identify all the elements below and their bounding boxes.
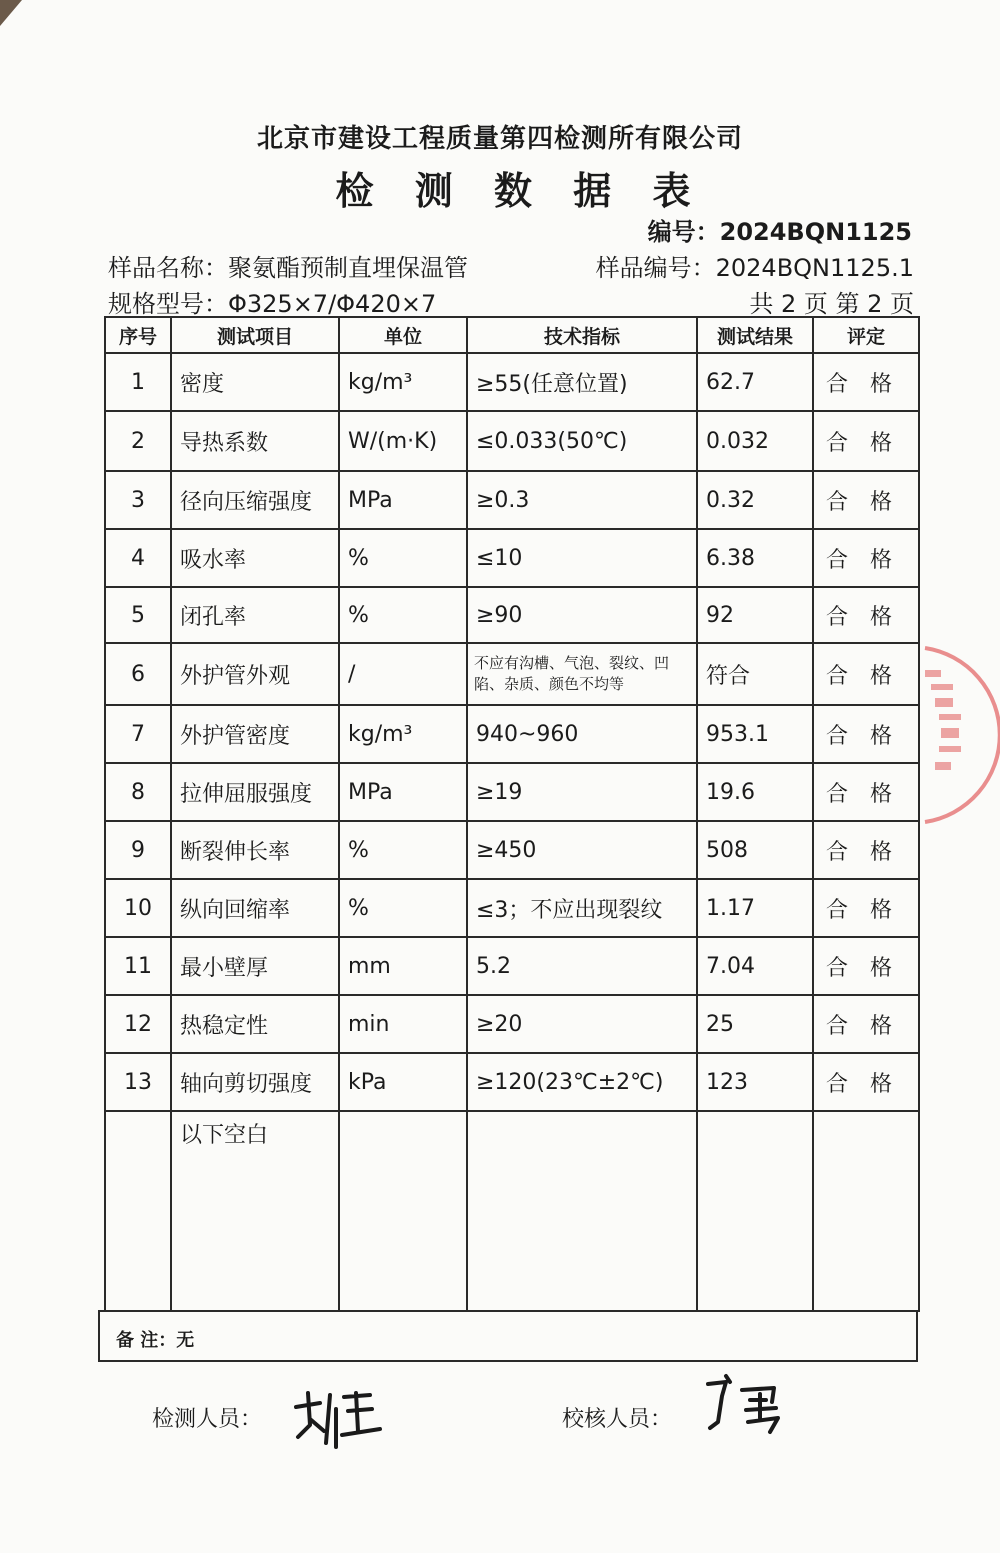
row-result: 符合 <box>697 643 813 705</box>
row-unit: mm <box>339 937 467 995</box>
spec-model: 规格型号：Φ325×7/Φ420×7 <box>108 290 437 318</box>
row-result: 7.04 <box>697 937 813 995</box>
row-evaluation: 合格 <box>813 643 919 705</box>
sample-number: 样品编号：2024BQN1125.1 <box>595 254 914 282</box>
row-test-item: 轴向剪切强度 <box>171 1053 339 1111</box>
row-test-item: 最小壁厚 <box>171 937 339 995</box>
official-seal <box>905 640 1000 830</box>
row-result: 19.6 <box>697 763 813 821</box>
row-spec: ≥55(任意位置) <box>467 353 697 411</box>
table-row <box>105 471 919 529</box>
row-seq: 2 <box>105 411 171 471</box>
row-test-item: 密度 <box>171 353 339 411</box>
table-row <box>105 879 919 937</box>
row-seq: 6 <box>105 643 171 705</box>
table-row <box>105 587 919 643</box>
row-seq: 10 <box>105 879 171 937</box>
row-result: 123 <box>697 1053 813 1111</box>
row-spec: ≤0.033(50℃) <box>467 411 697 471</box>
row-spec: ≤10 <box>467 529 697 587</box>
row-seq: 11 <box>105 937 171 995</box>
company-name: 北京市建设工程质量第四检测所有限公司 <box>256 124 743 154</box>
row-result: 508 <box>697 821 813 879</box>
table-row <box>105 763 919 821</box>
meta-row-sample <box>108 248 914 283</box>
row-unit: % <box>339 821 467 879</box>
table-header-row <box>105 317 919 353</box>
row-seq: 7 <box>105 705 171 763</box>
blank-note: 以下空白 <box>171 1111 339 1311</box>
row-result: 953.1 <box>697 705 813 763</box>
row-test-item: 拉伸屈服强度 <box>171 763 339 821</box>
row-unit: MPa <box>339 471 467 529</box>
row-evaluation: 合格 <box>813 879 919 937</box>
header-spec: 技术指标 <box>467 317 697 353</box>
row-test-item: 外护管密度 <box>171 705 339 763</box>
document-number: 编号：2024BQN1125 <box>647 218 912 246</box>
row-evaluation: 合格 <box>813 705 919 763</box>
row-spec: ≥0.3 <box>467 471 697 529</box>
row-test-item: 外护管外观 <box>171 643 339 705</box>
blank-row <box>105 1111 919 1311</box>
table-row <box>105 1053 919 1111</box>
row-unit: min <box>339 995 467 1053</box>
table-row <box>105 995 919 1053</box>
row-seq: 5 <box>105 587 171 643</box>
row-result: 92 <box>697 587 813 643</box>
tester-signature <box>290 1385 386 1455</box>
row-test-item: 径向压缩强度 <box>171 471 339 529</box>
row-seq: 1 <box>105 353 171 411</box>
row-evaluation: 合格 <box>813 353 919 411</box>
row-spec: 940~960 <box>467 705 697 763</box>
row-spec: ≥20 <box>467 995 697 1053</box>
table-row <box>105 643 919 705</box>
row-spec: ≥450 <box>467 821 697 879</box>
row-spec: ≥19 <box>467 763 697 821</box>
row-unit: % <box>339 587 467 643</box>
sample-name: 样品名称：聚氨酯预制直埋保温管 <box>108 254 468 282</box>
row-evaluation: 合格 <box>813 937 919 995</box>
table-row <box>105 411 919 471</box>
row-result: 62.7 <box>697 353 813 411</box>
checker-signature <box>700 1372 790 1442</box>
row-seq: 3 <box>105 471 171 529</box>
table-row <box>105 353 919 411</box>
row-spec: ≤3；不应出现裂纹 <box>467 879 697 937</box>
row-evaluation: 合格 <box>813 411 919 471</box>
row-test-item: 断裂伸长率 <box>171 821 339 879</box>
row-seq: 8 <box>105 763 171 821</box>
row-spec: 5.2 <box>467 937 697 995</box>
row-evaluation: 合格 <box>813 529 919 587</box>
header-seq: 序号 <box>105 317 171 353</box>
table-row <box>105 705 919 763</box>
header-unit: 单位 <box>339 317 467 353</box>
page-count: 共 2 页 第 2 页 <box>749 290 914 318</box>
row-seq: 12 <box>105 995 171 1053</box>
row-evaluation: 合格 <box>813 995 919 1053</box>
tester-label: 检测人员： <box>152 1407 263 1432</box>
table-row <box>105 821 919 879</box>
header-result: 测试结果 <box>697 317 813 353</box>
test-data-table <box>104 316 920 1312</box>
row-spec: ≥120(23℃±2℃) <box>467 1053 697 1111</box>
table-row <box>105 937 919 995</box>
row-unit: kg/m³ <box>339 705 467 763</box>
page-corner-shadow <box>0 0 30 30</box>
row-unit: W/(m·K) <box>339 411 467 471</box>
row-spec: ≥90 <box>467 587 697 643</box>
document-title: 检 测 数 据 表 <box>335 169 705 213</box>
header-item: 测试项目 <box>171 317 339 353</box>
row-unit: % <box>339 529 467 587</box>
row-seq: 4 <box>105 529 171 587</box>
row-evaluation: 合格 <box>813 763 919 821</box>
row-test-item: 导热系数 <box>171 411 339 471</box>
row-seq: 13 <box>105 1053 171 1111</box>
row-test-item: 纵向回缩率 <box>171 879 339 937</box>
header-eval: 评定 <box>813 317 919 353</box>
row-test-item: 热稳定性 <box>171 995 339 1053</box>
row-test-item: 吸水率 <box>171 529 339 587</box>
row-unit: / <box>339 643 467 705</box>
remarks: 备 注：无 <box>98 1310 918 1362</box>
row-spec: 不应有沟槽、气泡、裂纹、凹陷、杂质、颜色不均等 <box>467 643 697 705</box>
row-result: 6.38 <box>697 529 813 587</box>
row-evaluation: 合格 <box>813 471 919 529</box>
row-unit: kg/m³ <box>339 353 467 411</box>
row-evaluation: 合格 <box>813 1053 919 1111</box>
row-test-item: 闭孔率 <box>171 587 339 643</box>
row-unit: kPa <box>339 1053 467 1111</box>
row-seq: 9 <box>105 821 171 879</box>
row-result: 0.32 <box>697 471 813 529</box>
row-unit: MPa <box>339 763 467 821</box>
table-row <box>105 529 919 587</box>
row-evaluation: 合格 <box>813 821 919 879</box>
checker-label: 校核人员： <box>562 1407 673 1432</box>
row-result: 0.032 <box>697 411 813 471</box>
row-result: 1.17 <box>697 879 813 937</box>
row-unit: % <box>339 879 467 937</box>
row-result: 25 <box>697 995 813 1053</box>
row-evaluation: 合格 <box>813 587 919 643</box>
meta-row-spec <box>108 284 914 319</box>
